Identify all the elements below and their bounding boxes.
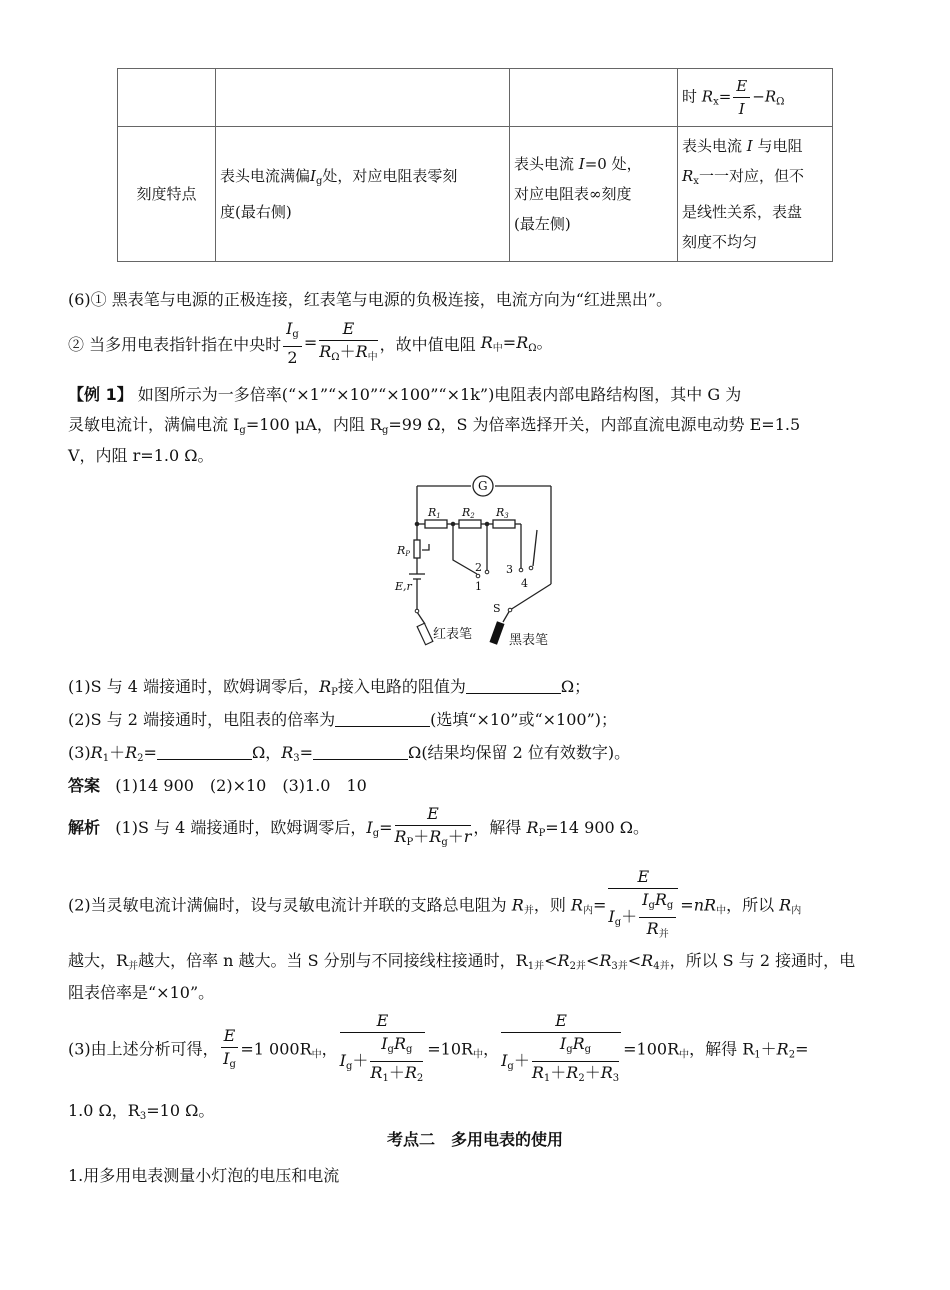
- table-cell: 表头电流 I=0 处， 对应电阻表∞刻度 (最左侧): [510, 127, 678, 262]
- section-title: 考点二 多用电表的使用: [386, 1130, 563, 1149]
- paragraph-6-2: ② 当多用电表指针指在中央时 $\frac{I_g}{2}$ = $\frac{E}{R_\Omega+R_中}$ ，故中值电阻 $R_中=R_\Omega$。: [68, 319, 553, 367]
- row-label: 刻度特点: [118, 127, 216, 262]
- answer-label: 答案: [68, 776, 101, 795]
- red-pen-icon: [417, 623, 433, 645]
- fraction: E $I_g+$ $\frac{I_gR_g}{R_并}$: [608, 866, 678, 946]
- table-cell: [118, 69, 216, 127]
- table-cell: 表头电流满偏$I_g$处，对应电阻表零刻 度(最右侧): [216, 127, 510, 262]
- analysis-3: (3)由上述分析可得， $\frac{E}{I_g}$ =1 $000R_中$， E $I_g+$ $\frac{I_gR_g}{R_1+R_2}$ $=10R_中$， E $I_g+$ $\frac{I_gR_g}{R_1+R_2+R_3}$ $=100R_中$，解得 $R_1+R_2=$: [68, 1010, 808, 1090]
- svg-text:2: 2: [475, 561, 482, 574]
- table-cell: [216, 69, 510, 127]
- analysis-label: 解析: [68, 818, 101, 837]
- fraction: $\frac{I_g}{2}$: [283, 318, 302, 369]
- analysis-2-line3: 阻表倍率是“×10”。: [68, 983, 215, 1002]
- analysis-2: (2)当灵敏电流计满偏时，设与灵敏电流计并联的支路总电阻为 $R_并$，则 $R_内=$ E $I_g+$ $\frac{I_gR_g}{R_并}$ $=nR_中$，所以 $R_内$: [68, 866, 801, 946]
- answer-blank[interactable]: [335, 710, 430, 727]
- fraction: $\frac{E}{R_P+R_g+r}$: [394, 804, 472, 848]
- fraction: $\frac{E}{I}$: [733, 75, 750, 120]
- answer-blank[interactable]: [466, 677, 561, 694]
- answer-blank[interactable]: [313, 743, 408, 760]
- item-1: 1.用多用电表测量小灯泡的电压和电流: [68, 1166, 340, 1185]
- svg-text:RP: RP: [397, 544, 411, 558]
- fraction: $\frac{E}{R_\Omega+R_中}$: [319, 319, 378, 363]
- svg-text:S: S: [493, 602, 501, 615]
- analysis-2-line2: 越大，$R_并$越大，倍率 n 越大。当 S 分别与不同接线柱接通时，$R_{1并}<R_{2并}<R_{3并}<R_{4并}$，所以 S 与 2 接通时，电: [68, 951, 856, 972]
- svg-text:R3: R3: [496, 506, 509, 520]
- question-3: $(3)R_1+R_2= \Omega$，$R_3= \Omega$(结果均保留 2 位有效数字)。: [68, 743, 631, 764]
- analysis-3-line2: 1.0 Ω，$R_3=10$ Ω。: [68, 1101, 215, 1122]
- analysis-1: 解析 (1)S 与 4 端接通时，欧姆调零后，$I_g=$ $\frac{E}{R_P+R_g+r}$ ，解得 $R_P=14$ 900 Ω。: [68, 803, 649, 854]
- black-pen-icon: [489, 621, 504, 644]
- paragraph-6-1: (6)① 黑表笔与电源的正极连接，红表笔与电源的负极连接，电流方向为“红进黑出”。: [68, 290, 673, 309]
- black-pen-label: 黑表笔: [509, 633, 549, 648]
- svg-text:3: 3: [506, 563, 513, 576]
- fraction: $\frac{E}{I_g}$: [221, 1025, 239, 1076]
- question-1: (1)S 与 4 端接通时，欧姆调零后，$R_P$接入电路的阻值为 Ω；: [68, 677, 591, 698]
- svg-text:1: 1: [475, 580, 482, 593]
- svg-text:R2: R2: [462, 506, 475, 520]
- answer-line: 答案 (1)14 900 (2)×10 (3)1.0 10: [68, 776, 367, 795]
- example-line-2: 灵敏电流计，满偏电流 $I_g=100$ μA，内阻 $R_g=99$ Ω，S 为倍率选择开关，内部直流电源电动势 E=1.5: [68, 415, 801, 436]
- g-label: G: [478, 479, 488, 493]
- svg-text:4: 4: [521, 577, 528, 590]
- svg-text:R1: R1: [428, 506, 441, 520]
- fraction: E $I_g+$ $\frac{I_gR_g}{R_1+R_2+R_3}$: [501, 1011, 620, 1084]
- example-line-1: 【例 1】 如图所示为一多倍率(“×1”“×10”“×100”“×1k”)电阻表内部电路结构图，其中 G 为: [68, 385, 742, 404]
- answer-blank[interactable]: [157, 743, 252, 760]
- fraction: E $I_g+$ $\frac{I_gR_g}{R_1+R_2}$: [339, 1011, 424, 1084]
- cell-text: 时: [682, 87, 702, 106]
- table-cell: 时 $R_x=$ $\frac{E}{I}$ $-R_\Omega$: [678, 69, 833, 127]
- table-cell: [510, 69, 678, 127]
- example-label: 【例 1】: [68, 385, 133, 404]
- svg-text:E,r: E,r: [395, 580, 412, 593]
- example-line-3: V，内阻 r=1.0 Ω。: [68, 446, 214, 465]
- question-2: (2)S 与 2 端接通时，电阻表的倍率为 (选填“×10”或“×100”)；: [68, 710, 617, 729]
- red-pen-label: 红表笔: [433, 627, 473, 642]
- comparison-table: [117, 68, 833, 262]
- table-cell: 表头电流 I 与电阻 $R_x$一一对应，但不 是线性关系，表盘 刻度不均匀: [678, 127, 833, 262]
- circuit-diagram: [385, 470, 565, 655]
